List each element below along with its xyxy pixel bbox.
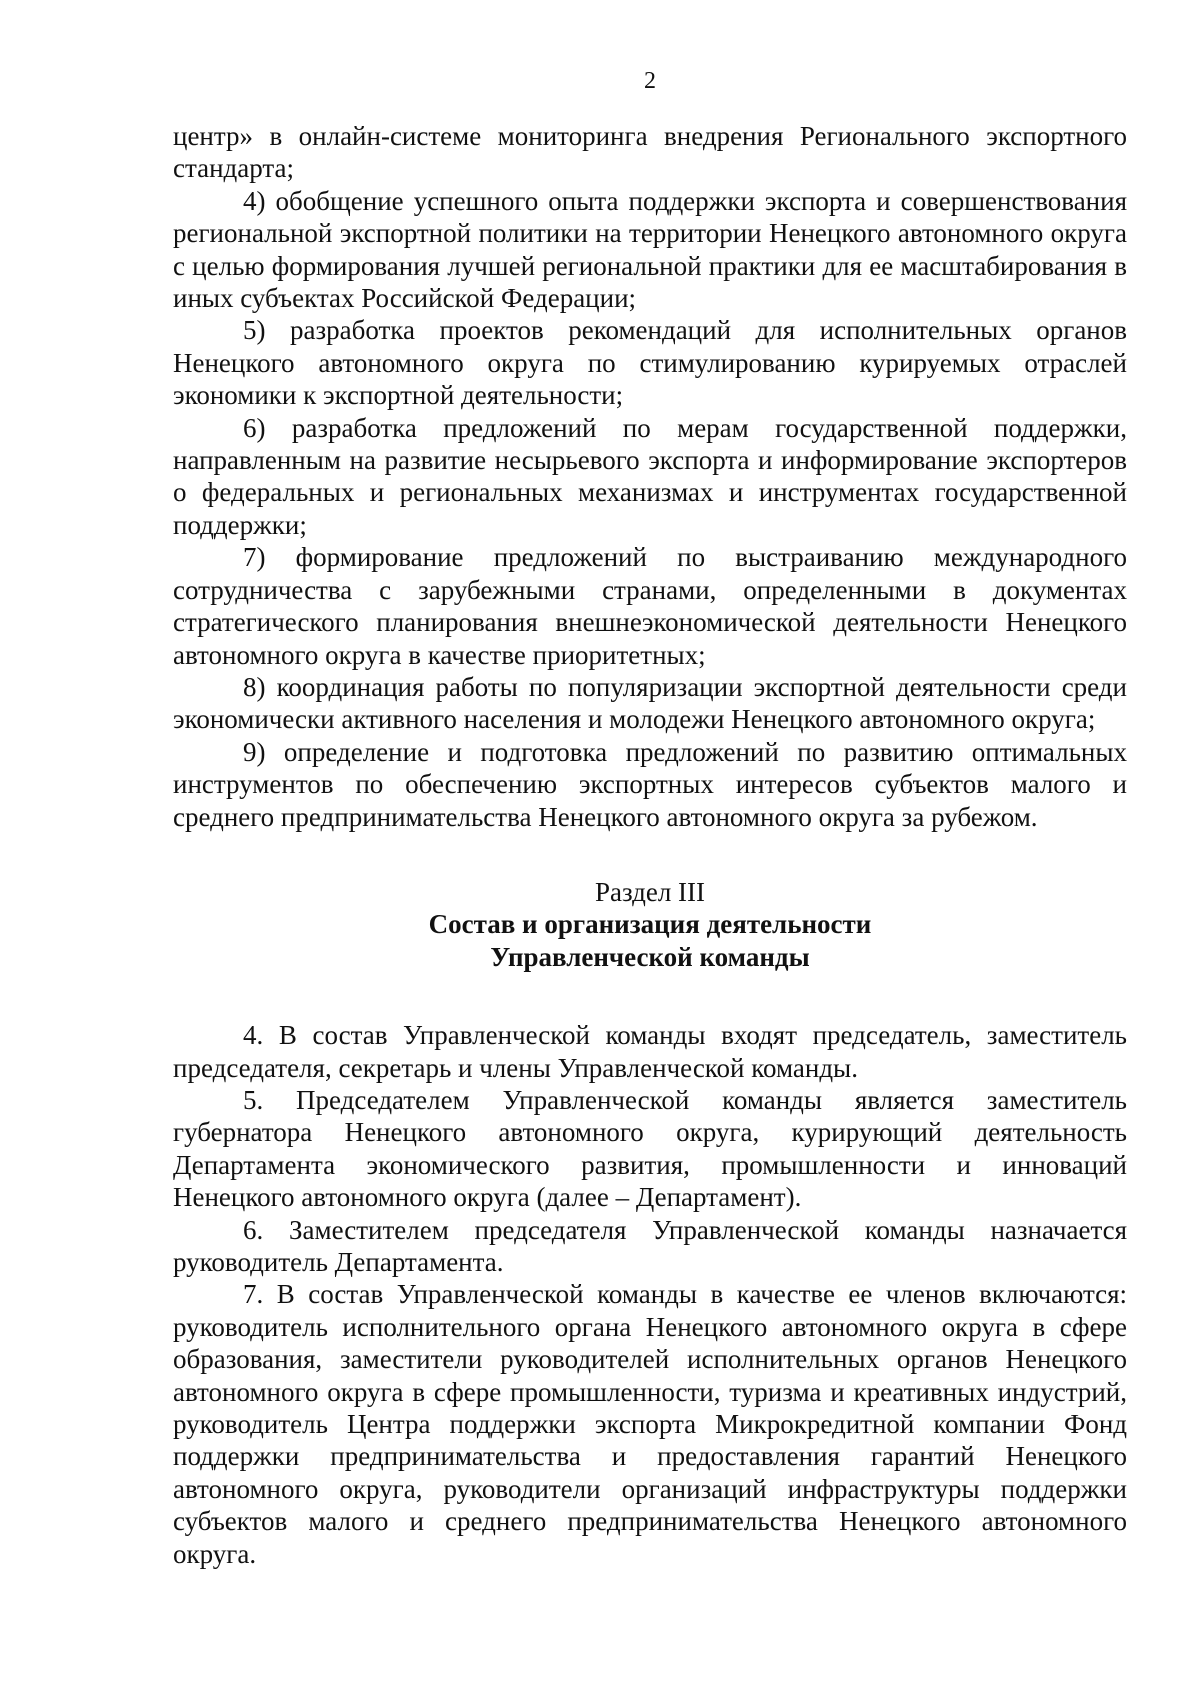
list-item-6: 6) разработка предложений по мерам государственной поддержки, направленным на развитие несырьевого экспорта и информирование экспортеров о федеральных и региональных механизмах и инструментах государственной поддержки; — [173, 412, 1127, 540]
paragraph-continuation: центр» в онлайн-системе мониторинга внедрения Регионального экспортного стандарта; — [173, 121, 1127, 184]
section-number: Раздел III — [594, 876, 706, 907]
document-body — [173, 120, 1127, 1570]
clause-6: 6. Заместителем председателя Управленческой команды назначается руководитель Департамента. — [173, 1214, 1127, 1277]
clause-5: 5. Председателем Управленческой команды является заместитель губернатора Ненецкого автономного округа, курирующий деятельность Департамента экономического развития, промышленности и инноваций Ненецкого автономного округа (далее – Департамент). — [173, 1084, 1127, 1213]
list-item-5: 5) разработка проектов рекомендаций для исполнительных органов Ненецкого автономного округа по стимулированию курируемых отраслей экономики к экспортной деятельности; — [173, 315, 1127, 411]
list-item-7: 7) формирование предложений по выстраиванию международного сотрудничества с зарубежными странами, определенными в документах стратегического планирования внешнеэкономической деятельности Ненецкого автономного округа в качестве приоритетных; — [173, 542, 1127, 670]
section-title-line-1: Состав и организация деятельности — [428, 909, 872, 940]
section-heading — [173, 876, 1127, 973]
list-item-4: 4) обобщение успешного опыта поддержки экспорта и совершенствования региональной экспортной политики на территории Ненецкого автономного округа с целью формирования лучшей региональной практики для ее масштабирования в иных субъектах Российской Федерации; — [173, 185, 1127, 314]
section-clauses — [173, 1019, 1127, 1570]
list-item-9: 9) определение и подготовка предложений по развитию оптимальных инструментов по обеспечению экспортных интересов субъектов малого и среднего предпринимательства Ненецкого автономного округа за рубежом. — [173, 736, 1127, 832]
list-item-8: 8) координация работы по популяризации экспортной деятельности среди экономически активного населения и молодежи Ненецкого автономного округа; — [173, 671, 1127, 735]
section-title-line-2: Управленческой команды — [490, 941, 810, 972]
functions-list — [173, 120, 1127, 833]
clause-7: 7. В состав Управленческой команды в качестве ее членов включаются: руководитель исполнительного органа Ненецкого автономного округа в сфере образования, заместители руководителей исполнительных органов Ненецкого автономного округа в сфере промышленности, туризма и креативных индустрий, руководитель Центра поддержки экспорта Микрокредитной компании Фонд поддержки предпринимательства и предоставления гарантий Ненецкого автономного округа, руководители организаций инфраструктуры поддержки субъектов малого и среднего предпринимательства Ненецкого автономного округа. — [173, 1279, 1127, 1569]
clause-4: 4. В состав Управленческой команды входят председатель, заместитель председателя, секретарь и члены Управленческой команды. — [173, 1020, 1127, 1083]
page-number: 2 — [644, 68, 656, 94]
